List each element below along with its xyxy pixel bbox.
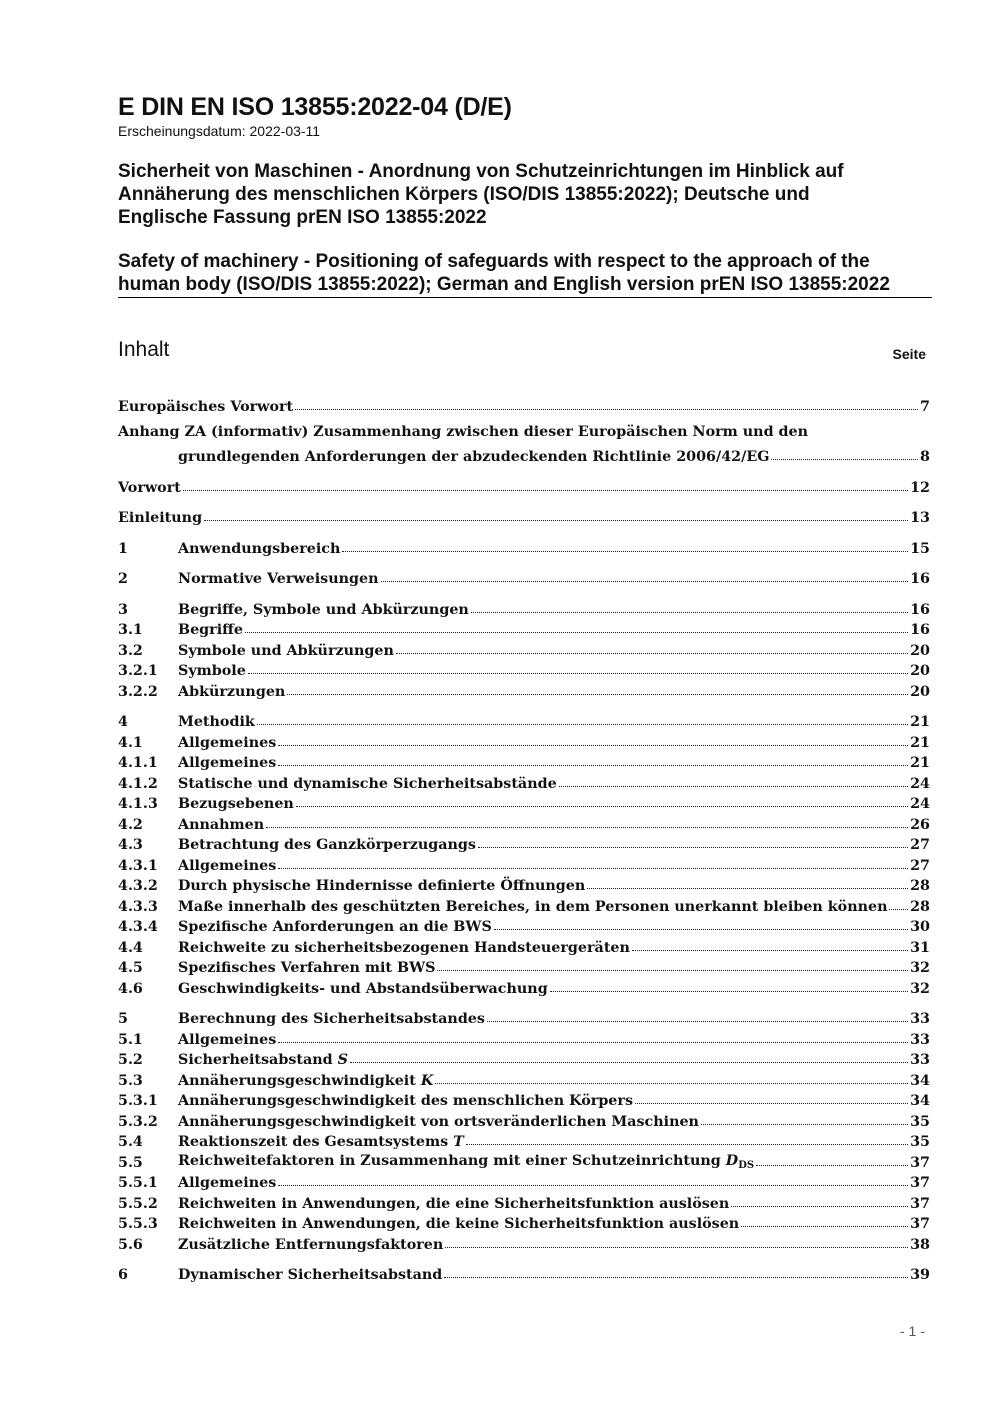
- toc-entry-number: 5.3.1: [118, 1093, 158, 1109]
- toc-entry-text: [178, 663, 246, 679]
- toc-entry[interactable]: [118, 445, 930, 465]
- toc-entry-label: Dynamischer Sicherheitsabstand: [178, 1267, 443, 1283]
- toc-leader-dots: [278, 745, 908, 746]
- document-page: [118, 92, 932, 1283]
- toc-entry[interactable]: [118, 751, 930, 771]
- toc-leader-dots: [183, 490, 908, 491]
- toc-entry[interactable]: [118, 1212, 930, 1232]
- toc-entry-text: [178, 776, 557, 792]
- toc-entry-label: Annäherungsgeschwindigkeit des menschlichen Körpers: [178, 1093, 633, 1109]
- toc-entry-page: 37: [910, 1196, 930, 1212]
- toc-leader-dots: [278, 1185, 908, 1186]
- toc-entry-label: Allgemeines: [178, 755, 277, 771]
- standard-id: E DIN EN ISO 13855:2022-04 (D/E): [118, 93, 512, 121]
- toc-entry-text: [178, 643, 394, 659]
- toc-entry-label: Spezifische Anforderungen an die BWS: [178, 919, 492, 935]
- toc-entry-label: Statische und dynamische Sicherheitsabstände: [178, 776, 557, 792]
- toc-entry-label: Vorwort: [118, 480, 181, 496]
- title-german: [118, 160, 932, 229]
- toc-entry-label: Allgemeines: [178, 1175, 277, 1191]
- toc-entry-page: 27: [910, 837, 930, 853]
- toc-entry-text: [178, 1134, 464, 1150]
- toc-entry-text: [178, 1216, 739, 1232]
- toc-entry-label: Zusätzliche Entfernungsfaktoren: [178, 1237, 444, 1253]
- toc-entry-page: 20: [910, 643, 930, 659]
- toc-entry-label: Begriffe, Symbole und Abkürzungen: [178, 602, 469, 618]
- toc-leader-dots: [437, 970, 908, 971]
- toc-entry-page: 21: [910, 714, 930, 730]
- toc-entry-page: 16: [910, 602, 930, 618]
- toc-entry[interactable]: [118, 1171, 930, 1191]
- title-german-line: Sicherheit von Maschinen - Anordnung von Schutzeinrichtungen im Hinblick auf: [118, 161, 844, 182]
- toc-leader-dots: [444, 1277, 908, 1278]
- toc-entry[interactable]: [118, 915, 930, 935]
- publication-date: Erscheinungsdatum: 2022-03-11: [118, 123, 321, 139]
- toc-entry-page: 20: [910, 663, 930, 679]
- toc-leader-dots: [396, 653, 908, 654]
- toc-leader-dots: [494, 929, 908, 930]
- toc-entry-label: Methodik: [178, 714, 255, 730]
- toc-entry-label: Allgemeines: [178, 1032, 277, 1048]
- toc-entry-label: Maße innerhalb des geschützten Bereiches, in dem Personen unerkannt bleiben können: [178, 899, 888, 915]
- toc-entry-label: Reichweite zu sicherheitsbezogenen Handsteuergeräten: [178, 940, 630, 956]
- toc-entry-page: 39: [910, 1267, 930, 1283]
- toc-entry[interactable]: [118, 956, 930, 976]
- toc-entry-label: Abkürzungen: [178, 684, 286, 700]
- toc-leader-dots: [445, 1247, 908, 1248]
- toc-entry-variable: S: [337, 1052, 348, 1068]
- toc-entry-label: Symbole: [178, 663, 246, 679]
- toc-entry-text: [178, 1093, 633, 1109]
- toc-entry-label: Anwendungsbereich: [178, 541, 341, 557]
- toc-entry-number: 4.1.2: [118, 776, 158, 792]
- toc-entry-page: 24: [910, 796, 930, 812]
- toc-entry-page: 28: [910, 878, 930, 894]
- toc-entry-page: 33: [910, 1011, 930, 1027]
- toc-entry[interactable]: [118, 1007, 930, 1027]
- toc-entry[interactable]: [118, 639, 930, 659]
- toc-entry[interactable]: [118, 567, 930, 587]
- toc-entry-page: 37: [910, 1216, 930, 1232]
- toc-leader-dots: [287, 694, 908, 695]
- toc-leader-dots: [731, 1206, 908, 1207]
- toc-entry-number: 4.3.2: [118, 878, 158, 894]
- toc-entry-text: [118, 510, 202, 526]
- toc-entry-label: Allgemeines: [178, 858, 277, 874]
- toc-entry-page: 34: [910, 1073, 930, 1089]
- toc-entry-page: 34: [910, 1093, 930, 1109]
- toc-entry-number: 4.2: [118, 817, 143, 833]
- toc-entry-label: Bezugsebenen: [178, 796, 294, 812]
- toc-entry-subscript: DS: [738, 1160, 755, 1171]
- toc-leader-dots: [550, 991, 908, 992]
- toc-leader-dots: [587, 888, 908, 889]
- toc-entry[interactable]: [118, 1233, 930, 1253]
- toc-entry-text: [178, 755, 276, 771]
- title-english-line: Safety of machinery - Positioning of safeguards with respect to the approach of the: [118, 251, 870, 272]
- toc-entry-number: 3.2.2: [118, 684, 158, 700]
- toc-entry-text: [178, 858, 276, 874]
- toc-entry-page: 24: [910, 776, 930, 792]
- toc-entry-label: Spezifisches Verfahren mit BWS: [178, 960, 436, 976]
- toc-entry-page: 20: [910, 684, 930, 700]
- toc-entry-text: [178, 602, 469, 618]
- toc-entry-text: grundlegenden Anforderungen der abzudeckenden Richtlinie 2006/42/EG: [178, 449, 770, 465]
- toc-entry-number: 5.3: [118, 1073, 143, 1089]
- toc-entry-number: 3.1: [118, 622, 143, 638]
- title-german-line: Englische Fassung prEN ISO 13855:2022: [118, 207, 487, 228]
- toc-entry-text[interactable]: Anhang ZA (informativ) Zusammenhang zwischen dieser Europäischen Norm und den: [118, 424, 809, 440]
- toc-entry-page: 35: [910, 1114, 930, 1130]
- toc-entry-label: Reichweitefaktoren in Zusammenhang mit einer Schutzeinrichtung: [178, 1153, 726, 1169]
- toc-entry[interactable]: [118, 772, 930, 792]
- toc-leader-dots: [278, 868, 908, 869]
- toc-entry[interactable]: [118, 833, 930, 853]
- toc-entry-label: Begriffe: [178, 622, 243, 638]
- toc-entry-page: 28: [910, 899, 930, 915]
- toc-entry-page: 12: [910, 480, 930, 496]
- toc-leader-dots: [266, 827, 908, 828]
- toc-entry-text: [178, 571, 379, 587]
- toc-entry-page: 13: [910, 510, 930, 526]
- toc-entry-number: 5.6: [118, 1237, 143, 1253]
- toc-entry-label: Reaktionszeit des Gesamtsystems: [178, 1134, 454, 1150]
- toc-leader-dots: [248, 673, 908, 674]
- toc-entry-page: 27: [910, 858, 930, 874]
- toc-leader-dots: [701, 1124, 908, 1125]
- toc-entry-text: [178, 1267, 442, 1283]
- toc-entry[interactable]: [118, 659, 930, 679]
- toc-entry-page: 21: [910, 735, 930, 751]
- toc-entry-text: [178, 796, 294, 812]
- toc-leader-dots: [756, 1165, 908, 1166]
- toc-entry-text: [178, 878, 585, 894]
- toc-entry-number: 5.3.2: [118, 1114, 158, 1130]
- toc-entry-page: 37: [910, 1175, 930, 1191]
- toc-entry-page: 7: [920, 399, 930, 415]
- toc-entry[interactable]: [118, 476, 930, 496]
- toc-entry[interactable]: [118, 1089, 930, 1109]
- toc-entry-number: 5.1: [118, 1032, 143, 1048]
- toc-leader-dots: [559, 786, 908, 787]
- toc-leader-dots: [741, 1226, 908, 1227]
- toc-entry[interactable]: [118, 1028, 930, 1048]
- toc-entry[interactable]: [118, 710, 930, 730]
- toc-entry-number: 4.3: [118, 837, 143, 853]
- toc-leader-dots: [381, 581, 909, 582]
- toc-entry-page: 16: [910, 622, 930, 638]
- toc-entry-page: 38: [910, 1237, 930, 1253]
- toc-entry-page: 26: [910, 817, 930, 833]
- toc-entry-label: Europäisches Vorwort: [118, 399, 294, 415]
- toc-entry[interactable]: [118, 874, 930, 894]
- toc-leader-dots: [245, 632, 908, 633]
- toc-leader-dots: [342, 551, 908, 552]
- toc-entry[interactable]: [118, 618, 930, 638]
- toc-entry-number: 4.3.4: [118, 919, 158, 935]
- toc-entry-number: 5.5: [118, 1155, 143, 1171]
- toc-entry-number: 5.5.2: [118, 1196, 158, 1212]
- toc-entry[interactable]: [118, 1192, 930, 1212]
- toc-entry-label: Berechnung des Sicherheitsabstandes: [178, 1011, 485, 1027]
- toc-entry-text: [118, 399, 293, 415]
- toc-entry-number: 4.1.3: [118, 796, 158, 812]
- toc-entry-text: [178, 714, 255, 730]
- toc-entry-variable: K: [420, 1073, 434, 1089]
- toc-entry-text: [178, 919, 492, 935]
- toc-entry-number: 4: [118, 714, 128, 730]
- toc-entry[interactable]: [118, 1151, 930, 1171]
- toc-leader-dots: [350, 1062, 908, 1063]
- toc-entry[interactable]: [118, 792, 930, 812]
- toc-leader-dots: [204, 520, 908, 521]
- title-english-line: human body (ISO/DIS 13855:2022); German and English version prEN ISO 13855:2022: [118, 274, 890, 295]
- toc-entry-text: [178, 735, 276, 751]
- toc-entry-text: [178, 1011, 485, 1027]
- toc-entry[interactable]: [118, 936, 930, 956]
- toc-entry-number: 5.5.3: [118, 1216, 158, 1232]
- toc-entry-number: 4.3.3: [118, 899, 158, 915]
- toc-entry-text: [178, 622, 243, 638]
- title-english: [118, 250, 932, 298]
- toc-entry[interactable]: [118, 854, 930, 874]
- toc-entry-number: 4.4: [118, 940, 143, 956]
- toc-entry-label: Annäherungsgeschwindigkeit von ortsveränderlichen Maschinen: [178, 1114, 699, 1130]
- toc-entry-page: 33: [910, 1052, 930, 1068]
- toc-entry[interactable]: [118, 895, 930, 915]
- toc-entry[interactable]: [118, 598, 930, 618]
- toc-leader-dots: [435, 1083, 908, 1084]
- toc-entry-label: Annäherungsgeschwindigkeit: [178, 1073, 421, 1089]
- title-german-line: Annäherung des menschlichen Körpers (ISO/DIS 13855:2022); Deutsche und: [118, 184, 810, 205]
- toc-leader-dots: [278, 765, 908, 766]
- toc-entry-page: 35: [910, 1134, 930, 1150]
- toc-entry-text: [178, 817, 264, 833]
- toc-entry-text: [178, 899, 887, 915]
- toc-entry-label: Geschwindigkeits- und Abstandsüberwachung: [178, 981, 548, 997]
- toc-entry-label: Einleitung: [118, 510, 203, 526]
- toc-entry[interactable]: [118, 1069, 930, 1089]
- toc-entry[interactable]: [118, 395, 930, 415]
- toc-leader-dots: [487, 1021, 908, 1022]
- toc-leader-dots: [296, 806, 908, 807]
- toc-entry-number: 5: [118, 1011, 128, 1027]
- toc-entry-page: 31: [910, 940, 930, 956]
- toc-entry-page: 8: [920, 449, 930, 465]
- toc-entry-text: [178, 1114, 699, 1130]
- toc-entry-number: 1: [118, 541, 128, 557]
- toc-entry-number: 5.4: [118, 1134, 143, 1150]
- toc-entry-page: 32: [910, 981, 930, 997]
- toc-entry-label: Annahmen: [178, 817, 265, 833]
- toc-title: Inhalt: [118, 338, 170, 361]
- toc-entry-text: [118, 480, 181, 496]
- toc-entry[interactable]: [118, 680, 930, 700]
- toc-entry[interactable]: [118, 537, 930, 557]
- toc-entry-text: [178, 837, 476, 853]
- toc-entry[interactable]: [118, 1263, 930, 1283]
- toc-entry-text: [178, 981, 548, 997]
- toc-entry-number: 6: [118, 1267, 128, 1283]
- toc-entry-text: [178, 684, 285, 700]
- toc-entry-number: 4.1.1: [118, 755, 158, 771]
- toc-leader-dots: [466, 1144, 908, 1145]
- toc-entry-text: [178, 541, 340, 557]
- toc-entry-text: [178, 1196, 729, 1212]
- toc-entry[interactable]: [118, 731, 930, 751]
- toc-entry-page: 37: [910, 1155, 930, 1171]
- toc-entry-page: 33: [910, 1032, 930, 1048]
- toc-leader-dots: [771, 459, 918, 460]
- toc-leader-dots: [635, 1103, 908, 1104]
- toc-entry[interactable]: [118, 1130, 930, 1150]
- toc-entry[interactable]: [118, 506, 930, 526]
- toc-leader-dots: [295, 409, 918, 410]
- toc-leader-dots: [278, 1042, 908, 1043]
- toc-entry-page: 16: [910, 571, 930, 587]
- toc-entry-label: Normative Verweisungen: [178, 571, 379, 587]
- toc-entry-text: [178, 1153, 754, 1171]
- toc-entry-page: 30: [910, 919, 930, 935]
- toc-entry-text: [178, 1052, 348, 1068]
- toc-entry-label: Durch physische Hindernisse definierte Öffnungen: [178, 878, 586, 894]
- toc-leader-dots: [478, 847, 908, 848]
- toc-entry-page: 21: [910, 755, 930, 771]
- toc-entry-variable: T: [453, 1134, 464, 1150]
- toc-leader-dots: [257, 724, 908, 725]
- toc-entry-text: [178, 940, 630, 956]
- toc-entry-number: 3: [118, 602, 128, 618]
- toc-entry-number: 5.2: [118, 1052, 143, 1068]
- toc-entry-label: Reichweiten in Anwendungen, die eine Sicherheitsfunktion auslösen: [178, 1196, 730, 1212]
- toc-entry-text: [178, 1073, 433, 1089]
- toc-leader-dots: [471, 612, 908, 613]
- toc-entry-text: [178, 960, 435, 976]
- toc-entry-label: Reichweiten in Anwendungen, die keine Sicherheitsfunktion auslösen: [178, 1216, 740, 1232]
- toc-entry-number: 3.2: [118, 643, 143, 659]
- toc-entry[interactable]: [118, 1048, 930, 1068]
- toc-leader-dots: [632, 950, 908, 951]
- toc-entry-label: Betrachtung des Ganzkörperzugangs: [178, 837, 476, 853]
- toc-entry-page: 32: [910, 960, 930, 976]
- toc-entry[interactable]: [118, 813, 930, 833]
- toc-entry-number: 5.5.1: [118, 1175, 158, 1191]
- toc-entry-text: [178, 1175, 276, 1191]
- toc-entry[interactable]: [118, 977, 930, 997]
- toc-entry-number: 4.1: [118, 735, 143, 751]
- toc-entry-variable: D: [725, 1153, 739, 1169]
- toc-entry-page: 15: [910, 541, 930, 557]
- toc-entry-text: [178, 1032, 276, 1048]
- toc-entry-text: [178, 1237, 443, 1253]
- toc-entry[interactable]: [118, 1110, 930, 1130]
- page-number: - 1 -: [900, 1323, 925, 1339]
- toc-page-label: Seite: [892, 346, 926, 362]
- toc-entry-number: 4.6: [118, 981, 143, 997]
- toc-entry-label: Sicherheitsabstand: [178, 1052, 338, 1068]
- toc-entry-number: 2: [118, 571, 128, 587]
- toc-entry-number: 3.2.1: [118, 663, 158, 679]
- toc-entry-number: 4.5: [118, 960, 143, 976]
- toc-leader-dots: [889, 909, 908, 910]
- toc-entry-number: 4.3.1: [118, 858, 158, 874]
- toc-entry-label: Symbole und Abkürzungen: [178, 643, 394, 659]
- toc-entry-label: Allgemeines: [178, 735, 277, 751]
